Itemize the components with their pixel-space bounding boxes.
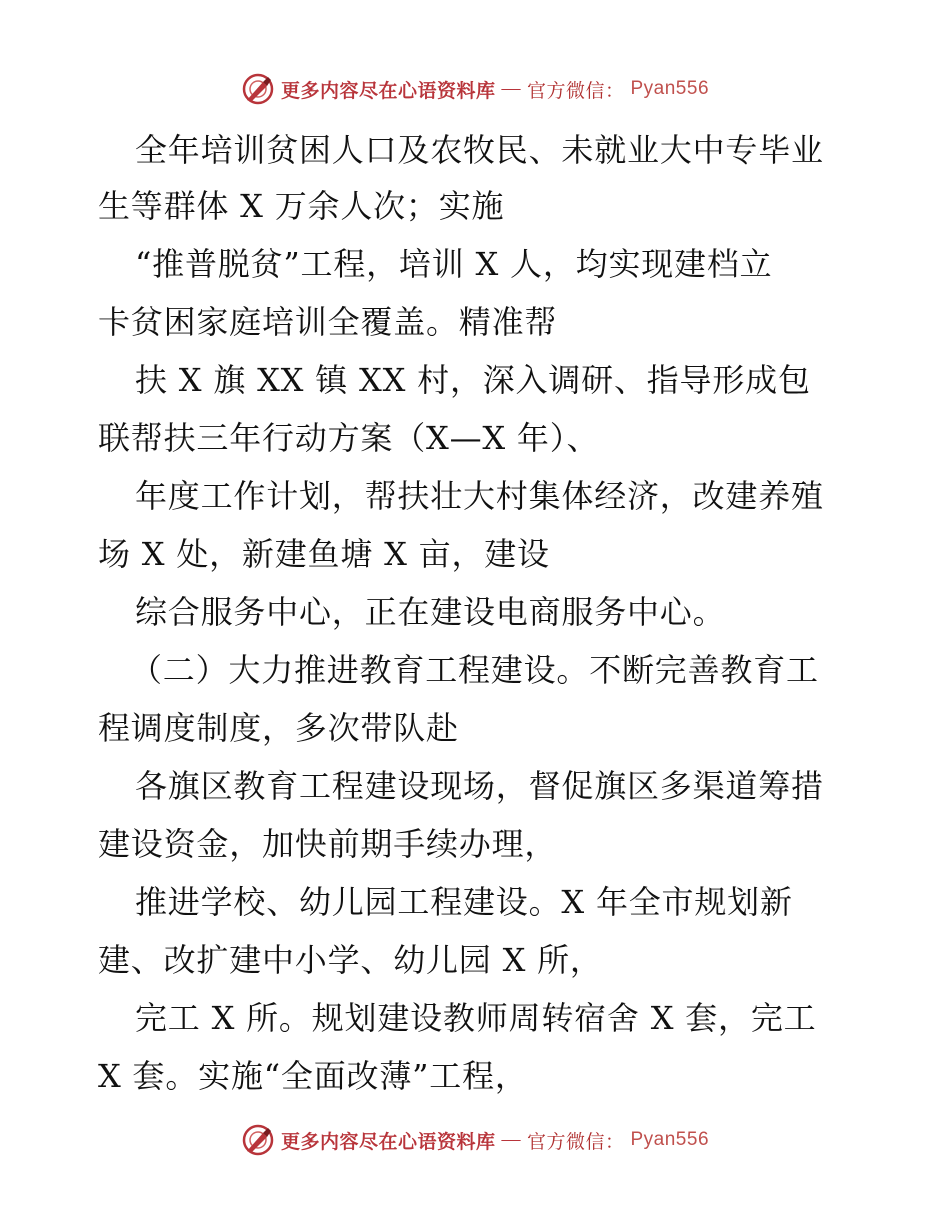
body-line: 各旗区教育工程建设现场，督促旗区多渠道筹措: [135, 767, 824, 805]
section-heading-line: （二）大力推进教育工程建设。不断完善教育工: [130, 651, 819, 689]
watermark-label: 官方微信：: [526, 80, 625, 102]
pen-logo-icon: [241, 72, 275, 106]
body-line: 全年培训贫困人口及农牧民、未就业大中专毕业: [135, 131, 824, 169]
body-line: 年度工作计划，帮扶壮大村集体经济，改建养殖: [135, 477, 824, 515]
body-line: 扶 X 旗 XX 镇 XX 村，深入调研、指导形成包: [135, 361, 811, 399]
body-line: 建设资金，加快前期手续办理，: [98, 825, 558, 863]
watermark-separator: —: [501, 78, 521, 99]
watermark-label: 官方微信：: [526, 1131, 625, 1153]
pen-logo-icon: [241, 1123, 275, 1157]
body-line: 联帮扶三年行动方案（X—X 年）、: [98, 419, 600, 457]
body-line: X 套。实施“全面改薄”工程，: [98, 1057, 528, 1095]
watermark-wechat-id: Pyan556: [630, 78, 710, 99]
watermark-text: 更多内容尽在心语资料库: [280, 1131, 496, 1153]
page-footer-watermark: [0, 1123, 950, 1157]
watermark-wechat-id: Pyan556: [630, 1129, 710, 1150]
body-line: 生等群体 X 万余人次；实施: [98, 187, 505, 225]
body-line: 完工 X 所。规划建设教师周转宿舍 X 套，完工: [135, 999, 817, 1037]
body-line: 卡贫困家庭培训全覆盖。精准帮: [98, 303, 558, 341]
body-line: 建、改扩建中小学、幼儿园 X 所，: [98, 941, 603, 979]
body-line: 场 X 处，新建鱼塘 X 亩，建设: [98, 535, 550, 573]
body-line: “推普脱贫”工程，培训 X 人，均实现建档立: [135, 245, 773, 283]
watermark-text: 更多内容尽在心语资料库: [280, 80, 496, 102]
body-line: 推进学校、幼儿园工程建设。X 年全市规划新: [135, 883, 793, 921]
body-line: 程调度制度，多次带队赴: [98, 709, 459, 747]
page-header-watermark: [0, 72, 950, 106]
body-line: 综合服务中心，正在建设电商服务中心。: [135, 593, 726, 631]
watermark-separator: —: [501, 1129, 521, 1150]
